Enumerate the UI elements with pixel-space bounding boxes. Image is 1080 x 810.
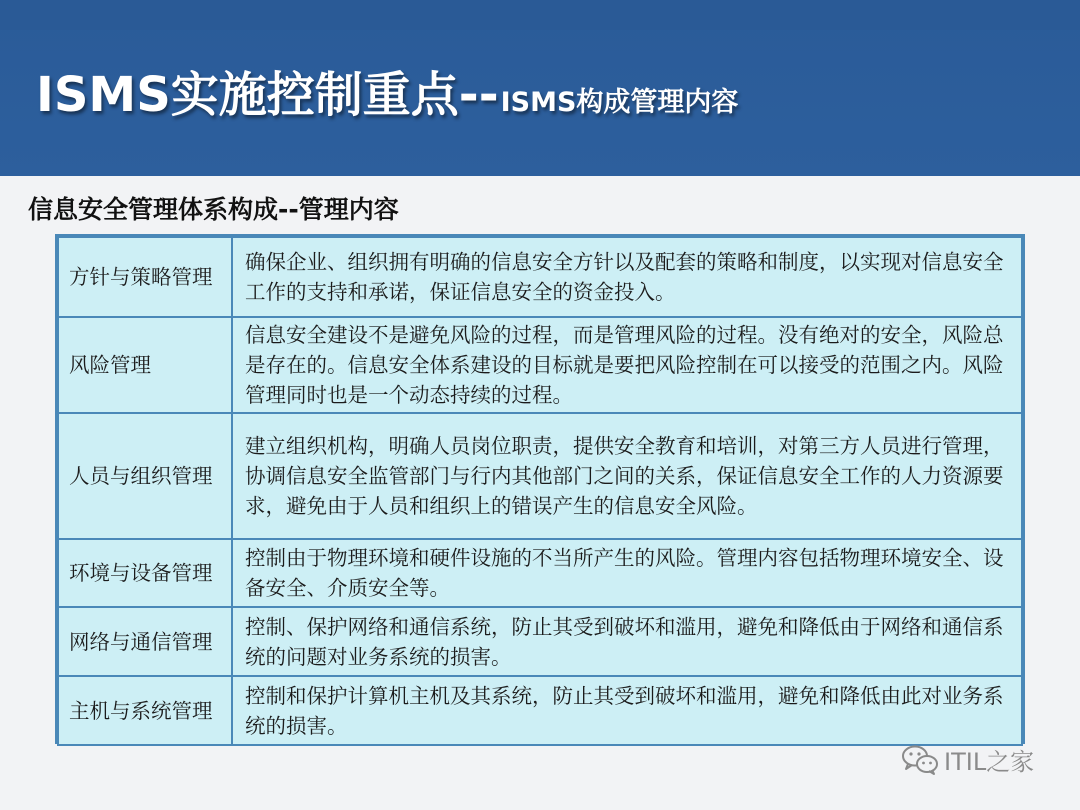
section-heading: 信息安全管理体系构成--管理内容 <box>28 195 399 224</box>
category-cell: 环境与设备管理 <box>58 539 232 607</box>
wechat-icon <box>900 743 940 777</box>
category-cell: 方针与策略管理 <box>58 237 232 317</box>
title-banner <box>0 0 1080 176</box>
watermark <box>900 742 1034 777</box>
management-content-table <box>55 234 1025 744</box>
table-row <box>58 413 1022 539</box>
management-table <box>57 236 1023 746</box>
category-cell: 网络与通信管理 <box>58 607 232 676</box>
slide-title-main: ISMS实施控制重点-- <box>36 67 499 123</box>
watermark-text: ITIL之家 <box>944 748 1035 776</box>
table-row <box>58 607 1022 676</box>
description-cell: 确保企业、组织拥有明确的信息安全方针以及配套的策略和制度，以实现对信息安全工作的支持和承诺，保证信息安全的资金投入。 <box>232 237 1022 317</box>
slide-title <box>36 56 738 126</box>
table-row <box>58 539 1022 607</box>
description-cell: 控制、保护网络和通信系统，防止其受到破坏和滥用，避免和降低由于网络和通信系统的问题对业务系统的损害。 <box>232 607 1022 676</box>
table-row <box>58 237 1022 317</box>
category-cell: 主机与系统管理 <box>58 676 232 745</box>
description-cell: 控制和保护计算机主机及其系统，防止其受到破坏和滥用，避免和降低由此对业务系统的损害。 <box>232 676 1022 745</box>
category-cell: 人员与组织管理 <box>58 413 232 539</box>
table-row <box>58 676 1022 745</box>
description-cell: 控制由于物理环境和硬件设施的不当所产生的风险。管理内容包括物理环境安全、设备安全、介质安全等。 <box>232 539 1022 607</box>
slide-title-subtitle: ISMS构成管理内容 <box>500 87 739 118</box>
description-cell: 建立组织机构，明确人员岗位职责，提供安全教育和培训，对第三方人员进行管理，协调信息安全监管部门与行内其他部门之间的关系，保证信息安全工作的人力资源要求，避免由于人员和组织上的错误产生的信息安全风险。 <box>232 413 1022 539</box>
table-row <box>58 317 1022 413</box>
category-cell: 风险管理 <box>58 317 232 413</box>
title-banner-top-band <box>0 0 1080 30</box>
description-cell: 信息安全建设不是避免风险的过程，而是管理风险的过程。没有绝对的安全，风险总是存在的。信息安全体系建设的目标就是要把风险控制在可以接受的范围之内。风险管理同时也是一个动态持续的过程。 <box>232 317 1022 413</box>
